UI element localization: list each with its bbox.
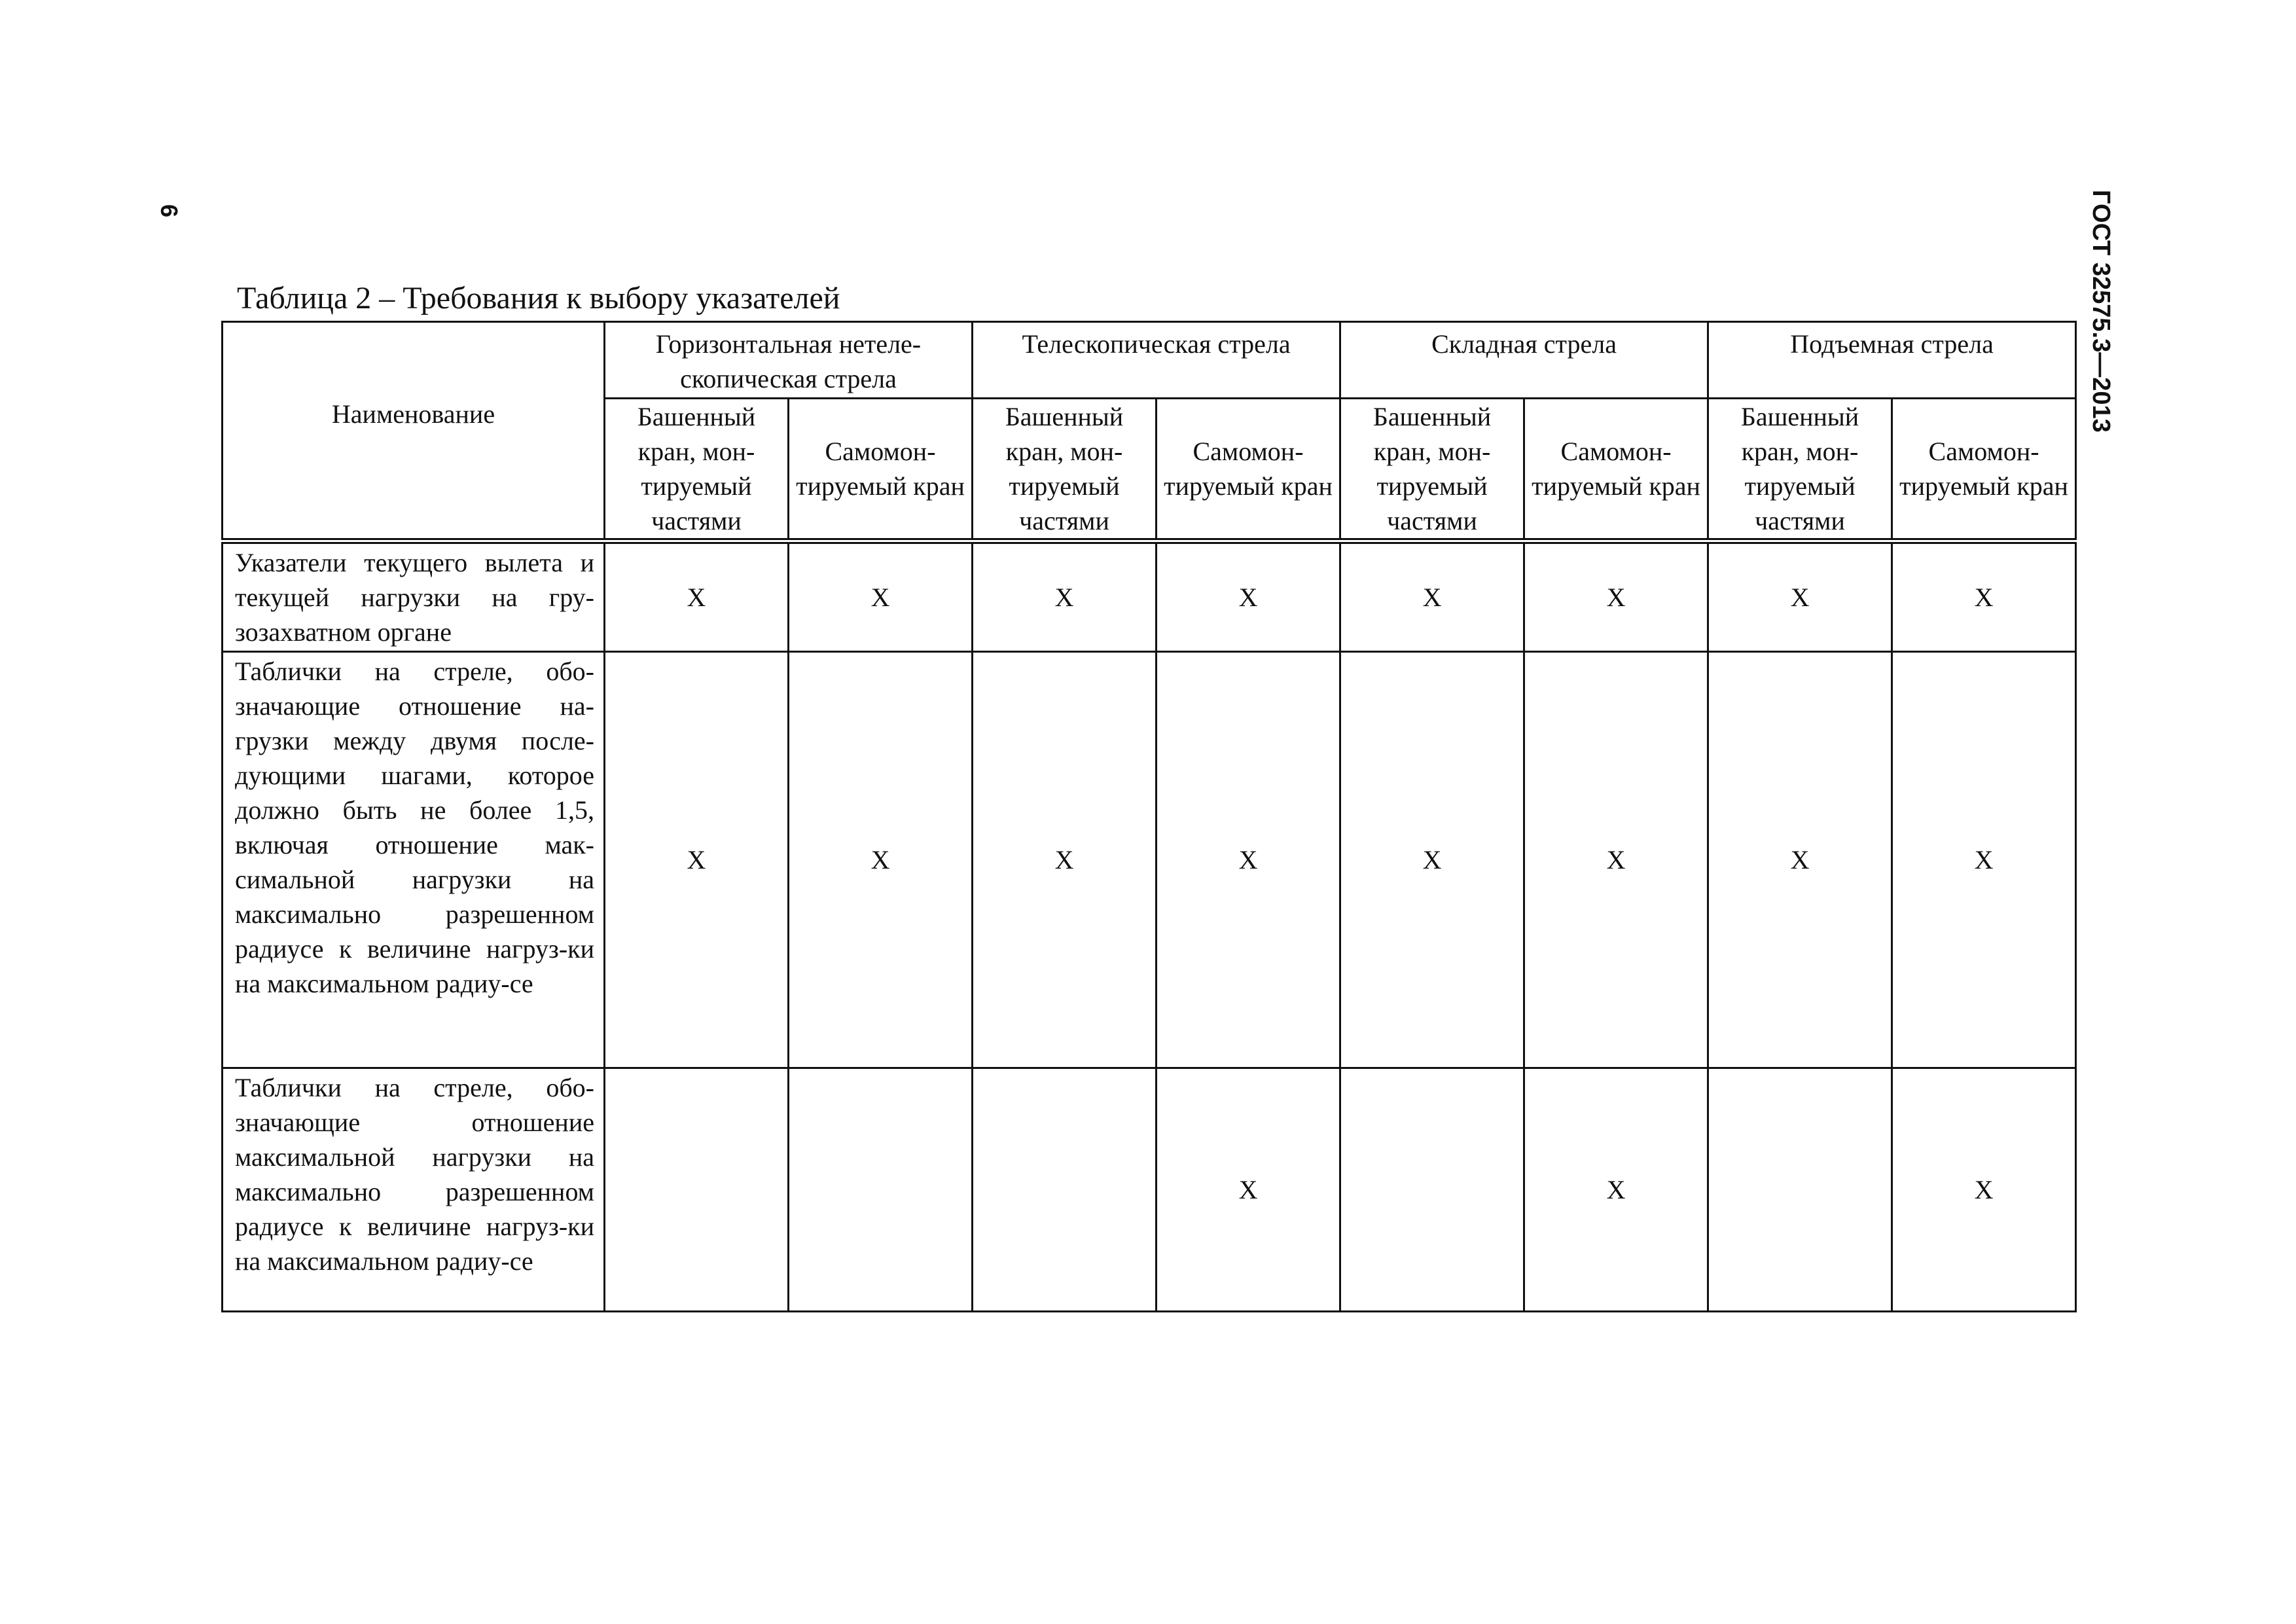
document-designation: ГОСТ 32575.3—2013 [2087, 190, 2115, 433]
subheader-self-erecting-crane: Самомон-тируемый кран [1892, 399, 2076, 541]
table-caption: Таблица 2 – Требования к выбору указателей [237, 281, 840, 316]
mark-cell: X [1708, 541, 1892, 652]
subheader-tower-crane: Башенный кран, мон-тируемый частями [1340, 399, 1524, 541]
mark-cell: X [605, 652, 789, 1068]
mark-cell: X [789, 652, 973, 1068]
mark-cell: X [1892, 652, 2076, 1068]
subheader-self-erecting-crane: Самомон-тируемый кран [789, 399, 973, 541]
mark-cell: X [1892, 1068, 2076, 1312]
subheader-self-erecting-crane: Самомон-тируемый кран [1524, 399, 1708, 541]
table-row [223, 541, 2076, 652]
mark-cell: X [1892, 541, 2076, 652]
group-header-luffing-boom: Подъемная стрела [1708, 322, 2076, 399]
mark-cell: X [605, 541, 789, 652]
subheader-tower-crane: Башенный кран, мон-тируемый частями [973, 399, 1157, 541]
mark-cell: X [1524, 652, 1708, 1068]
subheader-self-erecting-crane: Самомон-тируемый кран [1157, 399, 1340, 541]
mark-cell: X [1157, 652, 1340, 1068]
row-name: Таблички на стреле, обо-значающие отношение на-грузки между двумя после-дующими шагами, которое должно быть не более 1,5, включая отношение мак-симальной нагрузки на максимально разрешенном радиусе к величине нагруз-ки на максимальном радиу-се [223, 652, 605, 1068]
mark-cell [973, 1068, 1157, 1312]
page-number: 6 [156, 204, 183, 218]
mark-cell [605, 1068, 789, 1312]
requirements-table [221, 321, 2077, 1312]
row-name: Указатели текущего вылета и текущей нагрузки на гру-зозахватном органе [223, 541, 605, 652]
mark-cell [1708, 1068, 1892, 1312]
subheader-tower-crane: Башенный кран, мон-тируемый частями [1708, 399, 1892, 541]
mark-cell: X [1340, 541, 1524, 652]
mark-cell: X [973, 541, 1157, 652]
mark-cell: X [1524, 1068, 1708, 1312]
column-header-name: Наименование [223, 322, 605, 541]
group-header-folding-boom: Складная стрела [1340, 322, 1708, 399]
subheader-tower-crane: Башенный кран, мон-тируемый частями [605, 399, 789, 541]
mark-cell: X [1524, 541, 1708, 652]
mark-cell [1340, 1068, 1524, 1312]
group-header-horizontal-boom: Горизонтальная нетеле-скопическая стрела [605, 322, 973, 399]
row-name: Таблички на стреле, обо-значающие отношение максимальной нагрузки на максимально разрешенном радиусе к величине нагруз-ки на максимальном радиу-се [223, 1068, 605, 1312]
mark-cell: X [1157, 1068, 1340, 1312]
table-row [223, 652, 2076, 1068]
mark-cell: X [1340, 652, 1524, 1068]
mark-cell [789, 1068, 973, 1312]
mark-cell: X [1708, 652, 1892, 1068]
mark-cell: X [1157, 541, 1340, 652]
mark-cell: X [789, 541, 973, 652]
table-row [223, 1068, 2076, 1312]
group-header-telescopic-boom: Телескопическая стрела [973, 322, 1340, 399]
mark-cell: X [973, 652, 1157, 1068]
